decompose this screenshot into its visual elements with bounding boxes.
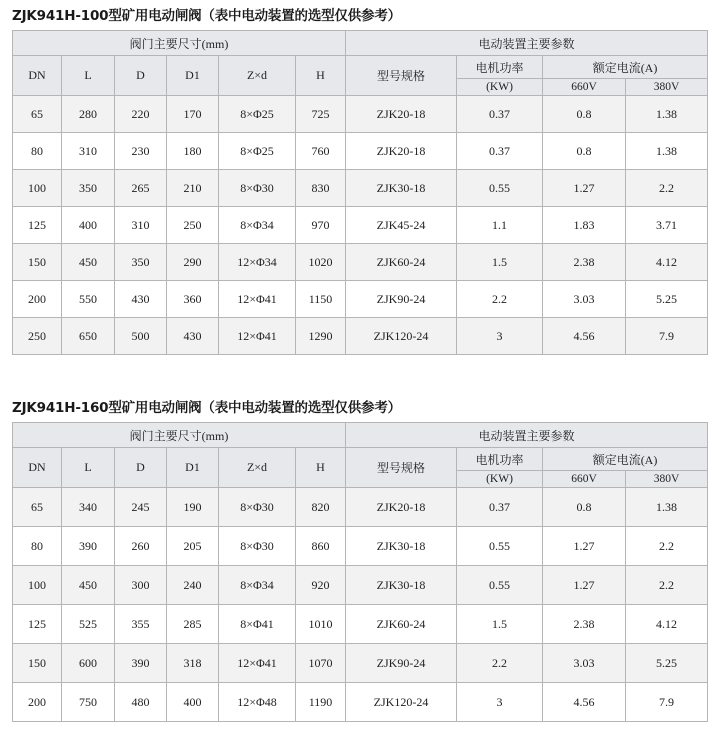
table-cell: 3.03 — [543, 644, 626, 683]
table-cell: 5.25 — [626, 644, 708, 683]
table-cell: 300 — [115, 566, 167, 605]
table-row — [13, 281, 708, 318]
table-cell: 8×Φ25 — [219, 133, 296, 170]
table-cell: ZJK60-24 — [346, 244, 457, 281]
table-cell: 2.38 — [543, 244, 626, 281]
table-cell: 450 — [62, 566, 115, 605]
table-row — [13, 133, 708, 170]
table-cell: 12×Φ41 — [219, 281, 296, 318]
table-cell: 100 — [13, 170, 62, 207]
table-cell: 600 — [62, 644, 115, 683]
group-header-actuator: 电动装置主要参数 — [346, 423, 708, 448]
table-cell: 0.8 — [543, 133, 626, 170]
table-cell: ZJK30-18 — [346, 566, 457, 605]
table-cell: 1.5 — [457, 244, 543, 281]
table-cell: 1.38 — [626, 96, 708, 133]
table-row — [13, 566, 708, 605]
table-cell: 80 — [13, 527, 62, 566]
table-cell: 4.56 — [543, 683, 626, 722]
table-cell: 1.27 — [543, 170, 626, 207]
table-cell: 1070 — [296, 644, 346, 683]
table-cell: 250 — [13, 318, 62, 355]
table-cell: 970 — [296, 207, 346, 244]
table-cell: 265 — [115, 170, 167, 207]
table-cell: 1190 — [296, 683, 346, 722]
table-cell: 0.55 — [457, 170, 543, 207]
table-cell: 350 — [62, 170, 115, 207]
table-cell: ZJK60-24 — [346, 605, 457, 644]
table-cell: 220 — [115, 96, 167, 133]
table-cell: ZJK30-18 — [346, 170, 457, 207]
col-header-zd: Z×d — [219, 56, 296, 96]
table-cell: ZJK20-18 — [346, 488, 457, 527]
col-header-power: 电机功率 — [457, 56, 543, 79]
table-cell: 8×Φ25 — [219, 96, 296, 133]
table-cell: 12×Φ41 — [219, 644, 296, 683]
table-cell: 860 — [296, 527, 346, 566]
col-header-l: L — [62, 448, 115, 488]
table-cell: 8×Φ41 — [219, 605, 296, 644]
table-cell: 340 — [62, 488, 115, 527]
table-cell: ZJK20-18 — [346, 96, 457, 133]
col-header-d1: D1 — [167, 56, 219, 96]
table-cell: 280 — [62, 96, 115, 133]
table-cell: 250 — [167, 207, 219, 244]
table-cell: 190 — [167, 488, 219, 527]
table-cell: 760 — [296, 133, 346, 170]
col-header-current: 额定电流(A) — [543, 56, 708, 79]
table-cell: 750 — [62, 683, 115, 722]
table-row — [13, 527, 708, 566]
table-cell: 820 — [296, 488, 346, 527]
table-cell: ZJK90-24 — [346, 281, 457, 318]
table-cell: ZJK45-24 — [346, 207, 457, 244]
table-cell: 230 — [115, 133, 167, 170]
table-cell: 1.5 — [457, 605, 543, 644]
table-cell: 390 — [62, 527, 115, 566]
table-cell: 100 — [13, 566, 62, 605]
table-cell: 650 — [62, 318, 115, 355]
table-cell: 150 — [13, 244, 62, 281]
table-cell: 1.38 — [626, 133, 708, 170]
table-cell: 65 — [13, 96, 62, 133]
table-cell: 2.38 — [543, 605, 626, 644]
table-cell: 285 — [167, 605, 219, 644]
table-cell: 5.25 — [626, 281, 708, 318]
col-header-dn: DN — [13, 448, 62, 488]
col-header-660v: 660V — [543, 79, 626, 96]
group-header-dimensions: 阀门主要尺寸(mm) — [13, 423, 346, 448]
table-cell: 525 — [62, 605, 115, 644]
table-cell: 7.9 — [626, 318, 708, 355]
table-cell: 1.27 — [543, 527, 626, 566]
table-row — [13, 644, 708, 683]
table-cell: 920 — [296, 566, 346, 605]
table-cell: 2.2 — [457, 644, 543, 683]
table-cell: 725 — [296, 96, 346, 133]
table-cell: 180 — [167, 133, 219, 170]
table-cell: ZJK30-18 — [346, 527, 457, 566]
section-title: ZJK941H-160型矿用电动闸阀（表中电动装置的选型仅供参考） — [12, 400, 401, 416]
col-header-d1: D1 — [167, 448, 219, 488]
table-cell: 318 — [167, 644, 219, 683]
table-cell: 3 — [457, 683, 543, 722]
section-title: ZJK941H-100型矿用电动闸阀（表中电动装置的选型仅供参考） — [12, 8, 401, 24]
table-cell: 125 — [13, 207, 62, 244]
table-cell: 8×Φ34 — [219, 207, 296, 244]
table-cell: 4.12 — [626, 605, 708, 644]
col-header-power: 电机功率 — [457, 448, 543, 471]
table-cell: 3.03 — [543, 281, 626, 318]
table-cell: 125 — [13, 605, 62, 644]
col-header-zd: Z×d — [219, 448, 296, 488]
col-header-power-unit: (KW) — [457, 79, 543, 96]
col-header-current: 额定电流(A) — [543, 448, 708, 471]
group-header-dimensions: 阀门主要尺寸(mm) — [13, 31, 346, 56]
table-cell: 2.2 — [457, 281, 543, 318]
col-header-d: D — [115, 56, 167, 96]
table-cell: 8×Φ30 — [219, 527, 296, 566]
table-cell: 3.71 — [626, 207, 708, 244]
spec-table — [12, 422, 708, 722]
table-cell: 355 — [115, 605, 167, 644]
table-cell: ZJK20-18 — [346, 133, 457, 170]
table-cell: ZJK90-24 — [346, 644, 457, 683]
table-cell: 0.55 — [457, 566, 543, 605]
table-cell: 200 — [13, 683, 62, 722]
table-cell: 0.8 — [543, 96, 626, 133]
col-header-660v: 660V — [543, 471, 626, 488]
table-cell: 8×Φ30 — [219, 488, 296, 527]
table-cell: ZJK120-24 — [346, 683, 457, 722]
table-cell: 1.38 — [626, 488, 708, 527]
table-row — [13, 244, 708, 281]
table-cell: 0.37 — [457, 96, 543, 133]
spec-table — [12, 30, 708, 355]
table-cell: 830 — [296, 170, 346, 207]
table-row — [13, 170, 708, 207]
table-cell: 1020 — [296, 244, 346, 281]
table-cell: 150 — [13, 644, 62, 683]
table-cell: 12×Φ48 — [219, 683, 296, 722]
col-header-dn: DN — [13, 56, 62, 96]
table-cell: 400 — [167, 683, 219, 722]
col-header-h: H — [296, 56, 346, 96]
col-header-model: 型号规格 — [346, 56, 457, 96]
table-cell: 480 — [115, 683, 167, 722]
table-cell: 1.1 — [457, 207, 543, 244]
table-cell: 245 — [115, 488, 167, 527]
table-cell: 1.83 — [543, 207, 626, 244]
table-cell: ZJK120-24 — [346, 318, 457, 355]
table-cell: 4.56 — [543, 318, 626, 355]
table-cell: 260 — [115, 527, 167, 566]
table-cell: 1290 — [296, 318, 346, 355]
table-cell: 1010 — [296, 605, 346, 644]
table-cell: 8×Φ34 — [219, 566, 296, 605]
col-header-h: H — [296, 448, 346, 488]
table-cell: 1150 — [296, 281, 346, 318]
table-body — [13, 488, 708, 722]
table-body — [13, 96, 708, 355]
table-cell: 0.55 — [457, 527, 543, 566]
table-cell: 170 — [167, 96, 219, 133]
table-row — [13, 683, 708, 722]
col-header-d: D — [115, 448, 167, 488]
table-cell: 0.37 — [457, 133, 543, 170]
table-cell: 350 — [115, 244, 167, 281]
table-cell: 2.2 — [626, 170, 708, 207]
table-row — [13, 96, 708, 133]
table-cell: 450 — [62, 244, 115, 281]
table-row — [13, 488, 708, 527]
table-cell: 0.37 — [457, 488, 543, 527]
table-row — [13, 605, 708, 644]
table-cell: 390 — [115, 644, 167, 683]
table-cell: 12×Φ41 — [219, 318, 296, 355]
table-cell: 240 — [167, 566, 219, 605]
table-cell: 3 — [457, 318, 543, 355]
col-header-l: L — [62, 56, 115, 96]
table-cell: 310 — [115, 207, 167, 244]
table-cell: 400 — [62, 207, 115, 244]
col-header-380v: 380V — [626, 79, 708, 96]
table-cell: 2.2 — [626, 566, 708, 605]
table-row — [13, 318, 708, 355]
table-cell: 4.12 — [626, 244, 708, 281]
table-cell: 360 — [167, 281, 219, 318]
table-cell: 1.27 — [543, 566, 626, 605]
table-cell: 210 — [167, 170, 219, 207]
table-cell: 2.2 — [626, 527, 708, 566]
table-cell: 0.8 — [543, 488, 626, 527]
table-cell: 430 — [167, 318, 219, 355]
table-cell: 7.9 — [626, 683, 708, 722]
table-cell: 205 — [167, 527, 219, 566]
table-cell: 80 — [13, 133, 62, 170]
table-cell: 310 — [62, 133, 115, 170]
table-cell: 8×Φ30 — [219, 170, 296, 207]
table-cell: 500 — [115, 318, 167, 355]
table-row — [13, 207, 708, 244]
col-header-power-unit: (KW) — [457, 471, 543, 488]
table-cell: 65 — [13, 488, 62, 527]
group-header-actuator: 电动装置主要参数 — [346, 31, 708, 56]
table-cell: 290 — [167, 244, 219, 281]
col-header-model: 型号规格 — [346, 448, 457, 488]
table-cell: 430 — [115, 281, 167, 318]
table-cell: 12×Φ34 — [219, 244, 296, 281]
table-cell: 550 — [62, 281, 115, 318]
table-cell: 200 — [13, 281, 62, 318]
col-header-380v: 380V — [626, 471, 708, 488]
